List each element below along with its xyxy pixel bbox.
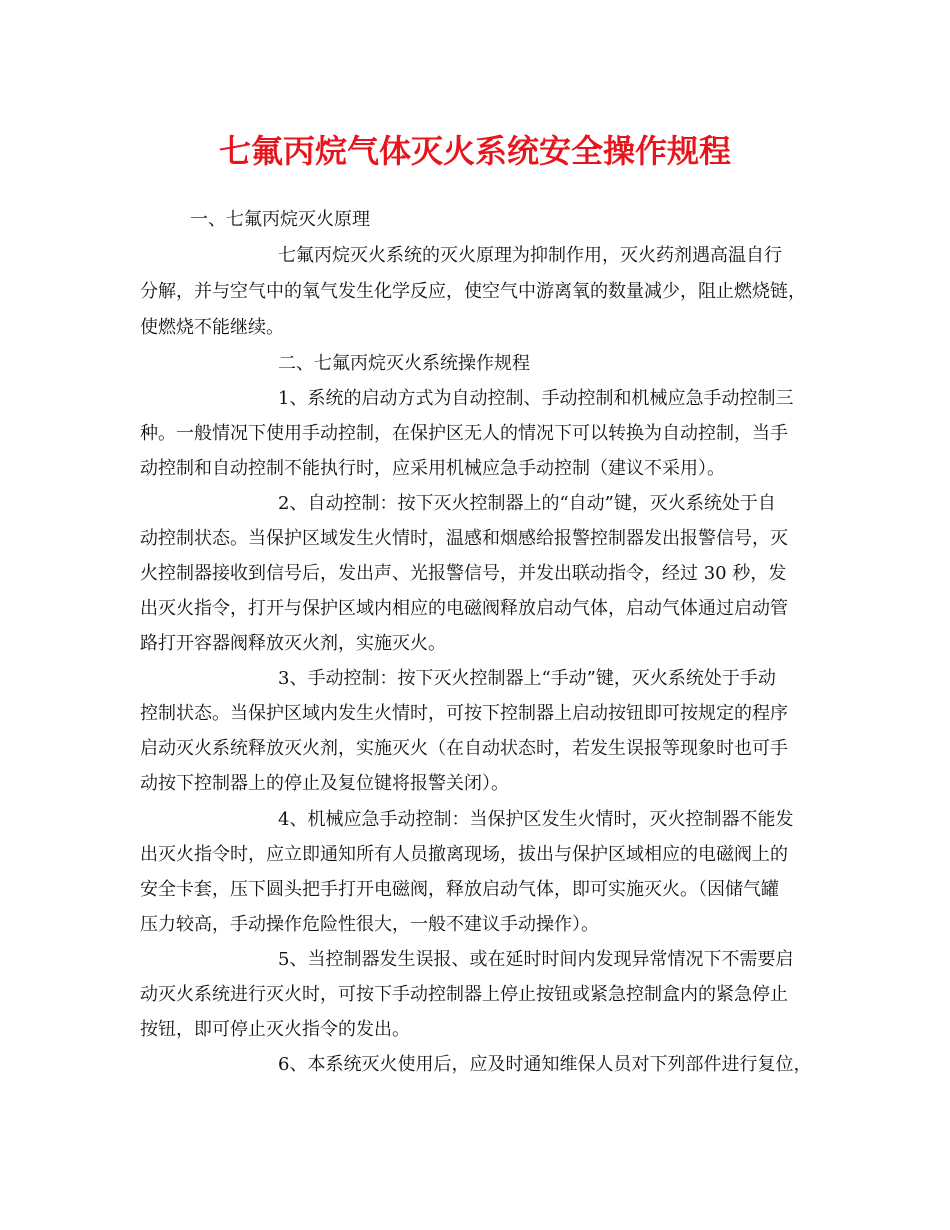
section-heading-2: 二、七氟丙烷灭火系统操作规程 xyxy=(278,353,530,374)
paragraph-line: 4、机械应急手动控制：当保护区发生火情时，灭火控制器不能发 xyxy=(278,809,794,830)
paragraph-line: 七氟丙烷灭火系统的灭火原理为抑制作用，灭火药剂遇高温自行 xyxy=(278,245,782,266)
paragraph-line: 动控制和自动控制不能执行时，应采用机械应急手动控制（建议不采用）。 xyxy=(140,458,725,479)
paragraph-line: 6、本系统灭火使用后，应及时通知维保人员对下列部件进行复位， xyxy=(278,1054,812,1075)
paragraph-line: 出灭火指令，打开与保护区域内相应的电磁阀释放启动气体，启动气体通过启动管 xyxy=(140,598,788,619)
section-heading-1: 一、七氟丙烷灭火原理 xyxy=(190,209,370,230)
paragraph-line: 启动灭火系统释放灭火剂，实施灭火（在自动状态时，若发生误报等现象时也可手 xyxy=(140,738,788,759)
paragraph-line: 压力较高，手动操作危险性很大，一般不建议手动操作）。 xyxy=(140,914,599,935)
paragraph-line: 出灭火指令时，应立即通知所有人员撤离现场，拔出与保护区域相应的电磁阀上的 xyxy=(140,844,788,865)
paragraph-line: 动控制状态。当保护区域发生火情时，温感和烟感给报警控制器发出报警信号，灭 xyxy=(140,528,788,549)
paragraph-line: 分解，并与空气中的氧气发生化学反应，使空气中游离氧的数量减少，阻止燃烧链， xyxy=(140,281,806,302)
paragraph-line: 路打开容器阀释放灭火剂，实施灭火。 xyxy=(140,633,446,654)
paragraph-line: 动灭火系统进行灭火时，可按下手动控制器上停止按钮或紧急控制盒内的紧急停止 xyxy=(140,984,788,1005)
paragraph-line: 1、系统的启动方式为自动控制、手动控制和机械应急手动控制三 xyxy=(278,388,794,409)
document-title: 七氟丙烷气体灭火系统安全操作规程 xyxy=(218,132,731,170)
paragraph-line: 5、当控制器发生误报、或在延时时间内发现异常情况下不需要启 xyxy=(278,949,794,970)
paragraph-line: 种。一般情况下使用手动控制，在保护区无人的情况下可以转换为自动控制，当手 xyxy=(140,423,788,444)
paragraph-line: 2、自动控制：按下灭火控制器上的“自动”键，灭火系统处于自 xyxy=(278,493,776,514)
paragraph-line: 按钮，即可停止灭火指令的发出。 xyxy=(140,1019,410,1040)
paragraph-line: 3、手动控制：按下灭火控制器上“手动”键，灭火系统处于手动 xyxy=(278,668,776,689)
paragraph-line: 火控制器接收到信号后，发出声、光报警信号，并发出联动指令，经过 30 秒，发 xyxy=(140,563,787,584)
paragraph-line: 控制状态。当保护区域内发生火情时，可按下控制器上启动按钮即可按规定的程序 xyxy=(140,703,788,724)
paragraph-line: 使燃烧不能继续。 xyxy=(140,317,284,338)
paragraph-line: 安全卡套，压下圆头把手打开电磁阀，释放启动气体，即可实施灭火。（因储气罐 xyxy=(140,879,779,900)
paragraph-line: 动按下控制器上的停止及复位键将报警关闭）。 xyxy=(140,773,509,794)
